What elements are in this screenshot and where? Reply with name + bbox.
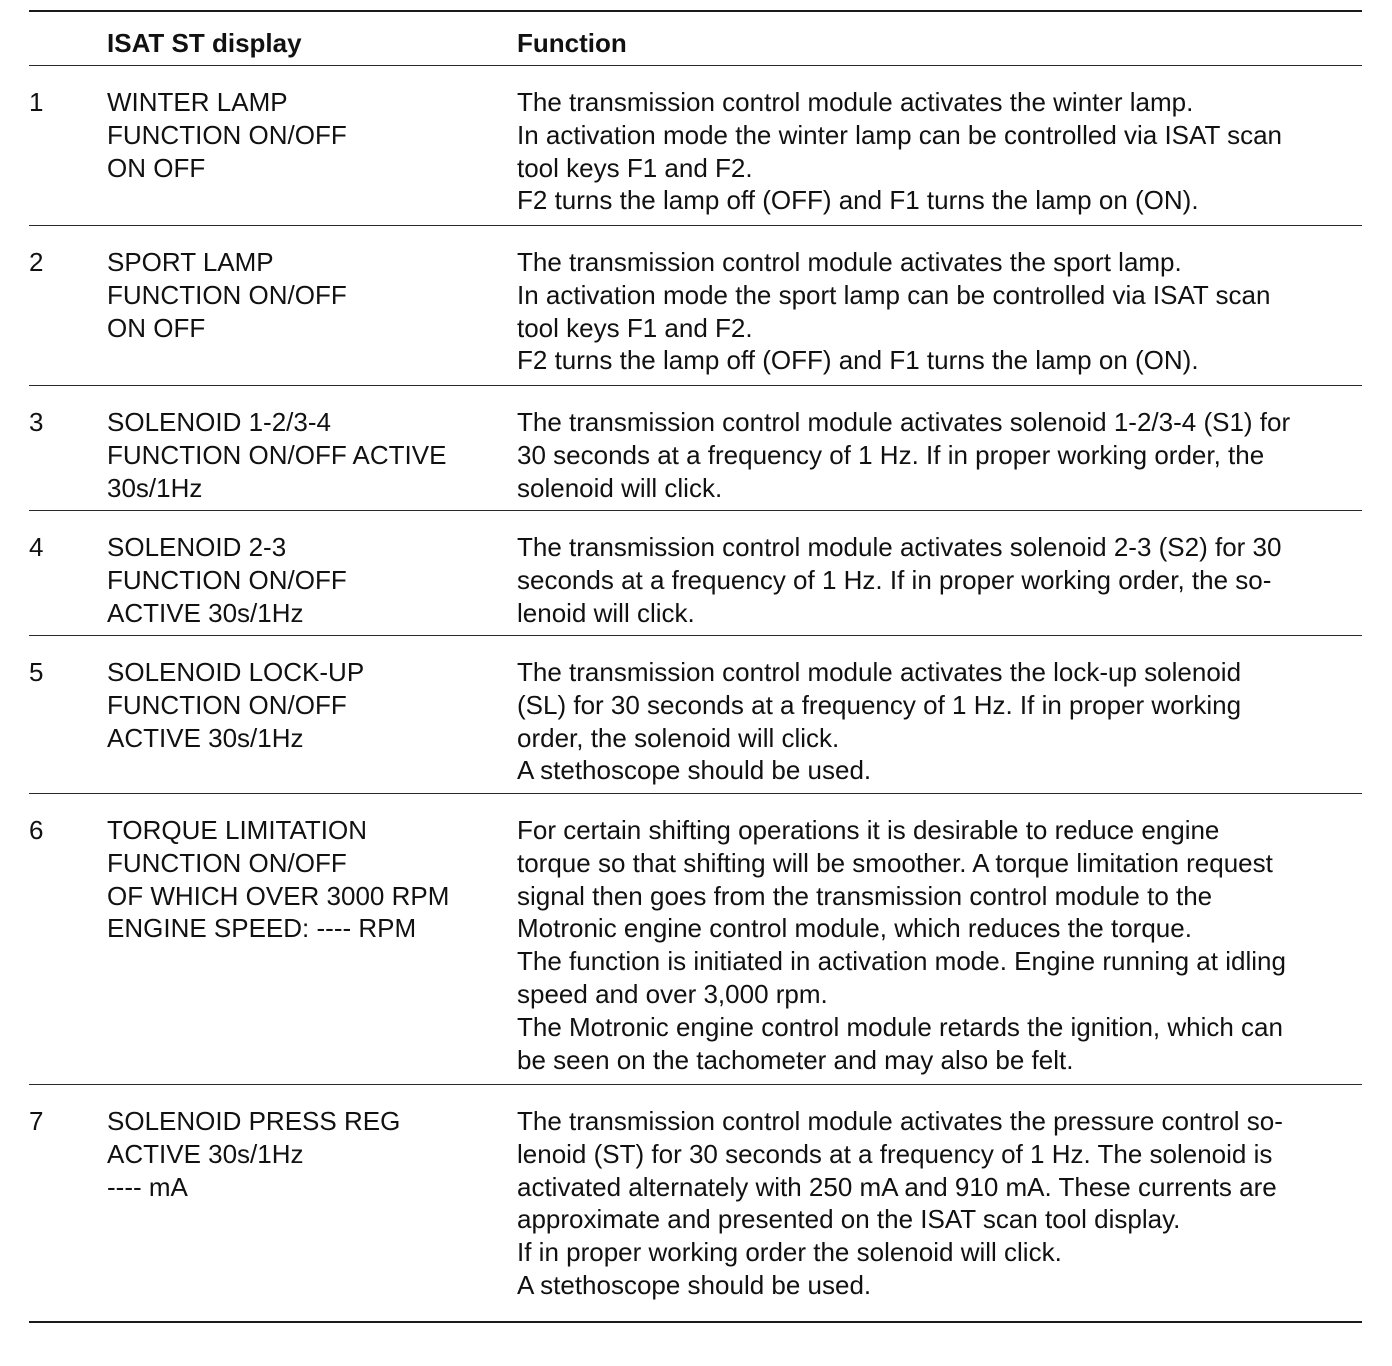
function-cell <box>517 86 1282 217</box>
row-number: 7 <box>29 1106 44 1136</box>
function-line: The Motronic engine control module retards the ignition, which can <box>517 1011 1283 1042</box>
display-line: FUNCTION ON/OFF <box>107 564 347 595</box>
display-line: FUNCTION ON/OFF <box>107 279 347 310</box>
function-line: Motronic engine control module, which reduces the torque. <box>517 913 1192 944</box>
display-line: FUNCTION ON/OFF <box>107 847 347 878</box>
function-line: In activation mode the sport lamp can be controlled via ISAT scan <box>517 279 1271 310</box>
function-line: A stethoscope should be used. <box>517 755 872 786</box>
function-line: seconds at a frequency of 1 Hz. If in proper working order, the so- <box>517 564 1272 595</box>
function-line: tool keys F1 and F2. <box>517 312 753 343</box>
function-line: F2 turns the lamp off (OFF) and F1 turns the lamp on (ON). <box>517 345 1199 376</box>
function-line: (SL) for 30 seconds at a frequency of 1 Hz. If in proper working <box>517 689 1242 720</box>
display-line: ENGINE SPEED: ---- RPM <box>107 913 417 944</box>
display-cell <box>107 531 347 629</box>
function-line: The function is initiated in activation mode. Engine running at idling <box>517 946 1286 977</box>
function-cell <box>517 531 1281 629</box>
row-divider <box>29 1321 1362 1323</box>
function-line: signal then goes from the transmission control module to the <box>517 880 1213 911</box>
display-cell <box>107 86 347 184</box>
function-line: For certain shifting operations it is desirable to reduce engine <box>517 815 1220 845</box>
function-line: lenoid will click. <box>517 597 695 628</box>
function-cell <box>517 814 1286 1076</box>
display-line: 30s/1Hz <box>107 472 203 503</box>
function-line: The transmission control module activates solenoid 1-2/3-4 (S1) for <box>517 407 1291 437</box>
display-cell <box>107 1105 400 1203</box>
function-line: order, the solenoid will click. <box>517 722 840 753</box>
display-line: SOLENOID LOCK-UP <box>107 657 365 687</box>
function-line: The transmission control module activates the pressure control so- <box>517 1106 1283 1136</box>
function-line: tool keys F1 and F2. <box>517 152 753 183</box>
table-header <box>29 12 1362 65</box>
function-line: approximate and presented on the ISAT scan tool display. <box>517 1204 1181 1235</box>
display-line: ACTIVE 30s/1Hz <box>107 722 304 753</box>
display-line: SPORT LAMP <box>107 247 274 277</box>
table-row <box>29 226 1362 385</box>
display-line: ACTIVE 30s/1Hz <box>107 1138 304 1169</box>
display-line: ACTIVE 30s/1Hz <box>107 597 304 628</box>
table-row <box>29 794 1362 1084</box>
display-cell <box>107 656 364 754</box>
function-line: be seen on the tachometer and may also be felt. <box>517 1044 1074 1075</box>
display-line: SOLENOID PRESS REG <box>107 1106 401 1136</box>
display-line: FUNCTION ON/OFF ACTIVE <box>107 439 447 470</box>
table-row <box>29 636 1362 793</box>
function-line: A stethoscope should be used. <box>517 1269 872 1300</box>
row-number: 3 <box>29 407 44 437</box>
display-line: FUNCTION ON/OFF <box>107 689 347 720</box>
display-line: ---- mA <box>107 1171 188 1202</box>
display-cell <box>107 246 347 344</box>
row-number: 4 <box>29 532 44 562</box>
table-row <box>29 1085 1362 1321</box>
table-body <box>29 66 1362 1323</box>
table-row <box>29 511 1362 635</box>
display-line: FUNCTION ON/OFF <box>107 119 347 150</box>
display-line: WINTER LAMP <box>107 87 288 117</box>
display-cell <box>107 814 449 945</box>
function-cell <box>517 246 1270 377</box>
row-number: 1 <box>29 87 44 117</box>
function-line: The transmission control module activates the winter lamp. <box>517 87 1194 117</box>
table-row <box>29 386 1362 510</box>
function-line: The transmission control module activates solenoid 2-3 (S2) for 30 <box>517 532 1282 562</box>
display-cell <box>107 406 446 504</box>
display-line: SOLENOID 2-3 <box>107 532 287 562</box>
function-line: The transmission control module activates the lock-up solenoid <box>517 657 1242 687</box>
function-cell <box>517 656 1241 787</box>
function-line: activated alternately with 250 mA and 910 mA. These currents are <box>517 1171 1277 1202</box>
function-column-header: Function <box>517 28 627 58</box>
table-row <box>29 66 1362 225</box>
display-column-header: ISAT ST display <box>107 28 302 58</box>
function-line: The transmission control module activates the sport lamp. <box>517 247 1182 277</box>
display-line: ON OFF <box>107 312 206 343</box>
row-number: 2 <box>29 247 44 277</box>
function-table <box>29 10 1362 1323</box>
function-line: F2 turns the lamp off (OFF) and F1 turns the lamp on (ON). <box>517 185 1199 216</box>
function-line: In activation mode the winter lamp can be controlled via ISAT scan <box>517 119 1282 150</box>
row-number: 5 <box>29 657 44 687</box>
function-cell <box>517 1105 1283 1302</box>
function-line: solenoid will click. <box>517 472 723 503</box>
function-line: lenoid (ST) for 30 seconds at a frequency of 1 Hz. The solenoid is <box>517 1138 1273 1169</box>
function-line: If in proper working order the solenoid will click. <box>517 1237 1062 1268</box>
display-line: SOLENOID 1-2/3-4 <box>107 407 331 437</box>
display-line: OF WHICH OVER 3000 RPM <box>107 880 450 911</box>
function-line: torque so that shifting will be smoother. A torque limitation request <box>517 847 1273 878</box>
function-cell <box>517 406 1290 504</box>
function-line: 30 seconds at a frequency of 1 Hz. If in proper working order, the <box>517 439 1265 470</box>
function-line: speed and over 3,000 rpm. <box>517 978 828 1009</box>
display-line: TORQUE LIMITATION <box>107 815 368 845</box>
display-line: ON OFF <box>107 152 206 183</box>
row-number: 6 <box>29 815 44 845</box>
